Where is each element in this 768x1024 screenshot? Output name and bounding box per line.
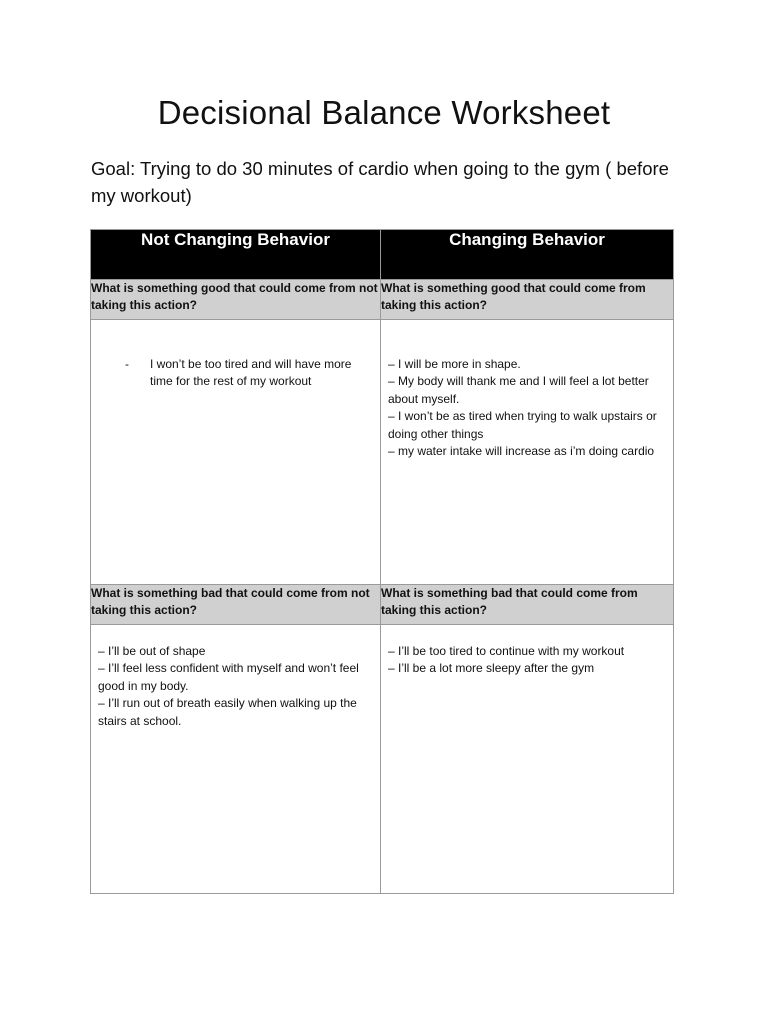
answer-good-not-changing	[91, 320, 381, 585]
list-item: – I’ll be too tired to continue with my workout	[388, 644, 625, 658]
list-item: – I’ll be a lot more sleepy after the gym	[388, 661, 595, 676]
question-good-changing: What is something good that could come from taking this action?	[381, 280, 674, 320]
list-item: – My body will thank me and I will feel a lot better about myself.	[388, 374, 649, 406]
answer-good-changing	[381, 320, 674, 585]
answer-row-bad	[91, 625, 674, 894]
question-bad-changing: What is something bad that could come from taking this action?	[381, 585, 674, 625]
bullet-dash: -	[125, 357, 129, 371]
list-item: – I’ll run out of breath easily when walking up the stairs at school.	[98, 696, 357, 728]
header-changing: Changing Behavior	[381, 230, 674, 280]
goal-statement: Goal: Trying to do 30 minutes of cardio when going to the gym ( before my workout)	[91, 158, 669, 206]
answer-bad-not-changing	[91, 625, 381, 894]
list-item: – my water intake will increase as i’m doing cardio	[388, 444, 655, 459]
answer-bad-changing	[381, 625, 674, 894]
question-row-good	[91, 280, 674, 320]
answer-text: I won’t be too tired and will have more time for the rest of my workout	[150, 357, 352, 389]
header-not-changing: Not Changing Behavior	[91, 230, 381, 280]
decisional-balance-table	[90, 229, 674, 894]
list-item: – I’ll be out of shape	[98, 644, 206, 658]
question-good-not-changing: What is something good that could come from not taking this action?	[91, 280, 381, 320]
list-item	[98, 356, 373, 391]
list-item: – I won’t be as tired when trying to walk upstairs or doing other things	[388, 409, 657, 441]
question-row-bad	[91, 585, 674, 625]
answer-row-good	[91, 320, 674, 585]
page-title: Decisional Balance Worksheet	[157, 94, 611, 131]
list-item: – I’ll feel less confident with myself and won’t feel good in my body.	[98, 661, 359, 693]
header-row	[91, 230, 674, 280]
question-bad-not-changing: What is something bad that could come from not taking this action?	[91, 585, 381, 625]
list-item: – I will be more in shape.	[388, 357, 521, 371]
